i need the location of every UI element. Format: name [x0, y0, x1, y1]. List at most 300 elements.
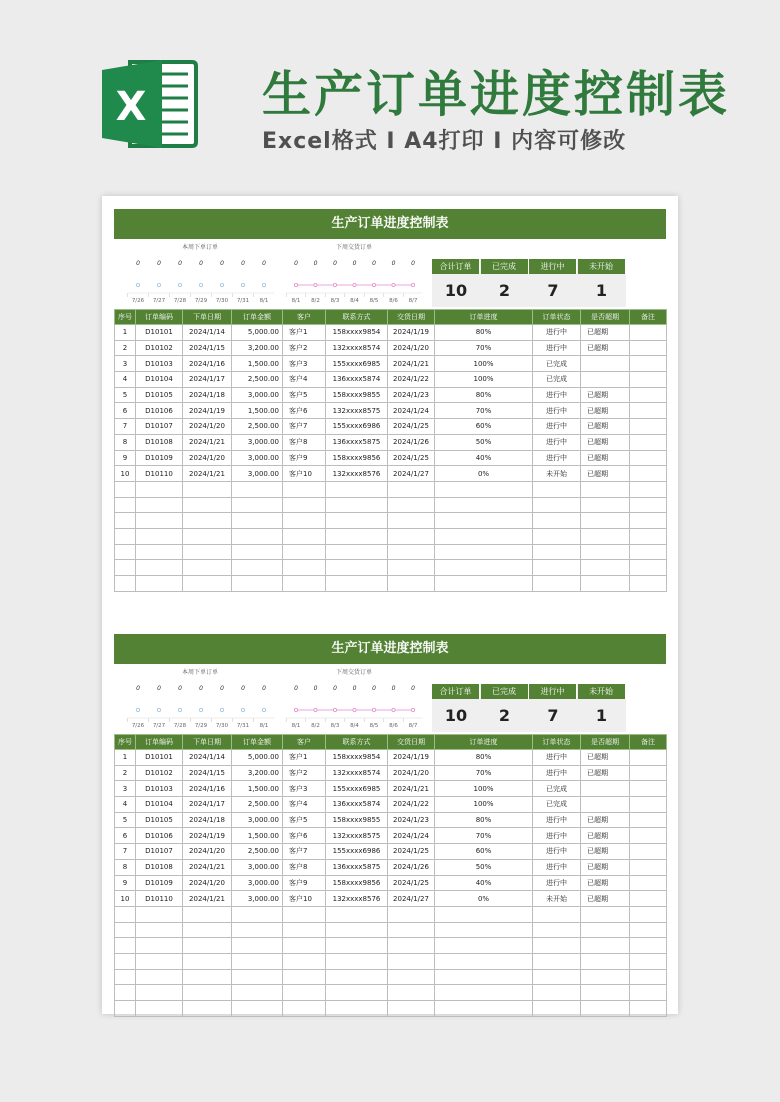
empty-cell[interactable] — [326, 953, 388, 969]
empty-cell[interactable] — [326, 497, 388, 513]
table-cell[interactable]: 3,000.00 — [232, 875, 283, 891]
table-cell[interactable]: 8 — [115, 434, 136, 450]
table-cell[interactable]: D10109 — [136, 875, 183, 891]
empty-cell[interactable] — [630, 528, 667, 544]
empty-cell[interactable] — [136, 528, 183, 544]
empty-cell[interactable] — [435, 906, 533, 922]
empty-cell[interactable] — [630, 497, 667, 513]
empty-cell[interactable] — [388, 969, 435, 985]
table-cell[interactable]: 进行中 — [533, 812, 581, 828]
table-cell[interactable]: 客户1 — [283, 750, 326, 766]
table-cell[interactable]: 8 — [115, 859, 136, 875]
table-cell[interactable]: 已超期 — [581, 750, 630, 766]
empty-cell[interactable] — [115, 969, 136, 985]
table-cell[interactable]: 进行中 — [533, 765, 581, 781]
empty-cell[interactable] — [326, 985, 388, 1001]
table-cell[interactable]: 100% — [435, 781, 533, 797]
empty-cell[interactable] — [581, 481, 630, 497]
table-cell[interactable]: 进行中 — [533, 403, 581, 419]
table-cell[interactable]: 2 — [115, 340, 136, 356]
empty-cell[interactable] — [283, 528, 326, 544]
table-cell[interactable]: D10109 — [136, 450, 183, 466]
table-cell[interactable]: 2,500.00 — [232, 372, 283, 388]
empty-cell[interactable] — [533, 953, 581, 969]
table-cell[interactable]: 进行中 — [533, 434, 581, 450]
empty-cell[interactable] — [183, 544, 232, 560]
table-cell[interactable]: 2024/1/24 — [388, 828, 435, 844]
table-cell[interactable]: 2024/1/20 — [388, 340, 435, 356]
table-cell[interactable]: 客户8 — [283, 859, 326, 875]
table-cell[interactable]: 132xxxx8575 — [326, 403, 388, 419]
table-cell[interactable]: 已完成 — [533, 356, 581, 372]
table-cell[interactable]: 2024/1/15 — [183, 340, 232, 356]
empty-cell[interactable] — [630, 560, 667, 576]
empty-cell[interactable] — [283, 969, 326, 985]
empty-cell[interactable] — [283, 1001, 326, 1017]
empty-cell[interactable] — [232, 985, 283, 1001]
empty-cell[interactable] — [326, 969, 388, 985]
table-cell[interactable] — [630, 781, 667, 797]
empty-cell[interactable] — [183, 481, 232, 497]
table-cell[interactable]: 3,000.00 — [232, 387, 283, 403]
table-cell[interactable]: 60% — [435, 844, 533, 860]
empty-cell[interactable] — [435, 497, 533, 513]
table-cell[interactable]: 2024/1/14 — [183, 325, 232, 341]
table-cell[interactable]: 158xxxx9854 — [326, 750, 388, 766]
empty-cell[interactable] — [388, 938, 435, 954]
empty-cell[interactable] — [136, 513, 183, 529]
table-cell[interactable]: 2024/1/25 — [388, 419, 435, 435]
empty-cell[interactable] — [435, 576, 533, 592]
table-cell[interactable]: 进行中 — [533, 750, 581, 766]
empty-cell[interactable] — [581, 560, 630, 576]
table-cell[interactable]: 158xxxx9855 — [326, 812, 388, 828]
empty-cell[interactable] — [283, 497, 326, 513]
empty-cell[interactable] — [326, 513, 388, 529]
table-cell[interactable] — [630, 325, 667, 341]
table-cell[interactable]: 客户2 — [283, 765, 326, 781]
empty-cell[interactable] — [136, 1001, 183, 1017]
table-cell[interactable]: 2024/1/25 — [388, 875, 435, 891]
table-cell[interactable]: 80% — [435, 750, 533, 766]
table-cell[interactable]: 2024/1/16 — [183, 356, 232, 372]
table-cell[interactable]: 进行中 — [533, 875, 581, 891]
empty-cell[interactable] — [533, 906, 581, 922]
empty-cell[interactable] — [630, 1001, 667, 1017]
empty-cell[interactable] — [183, 985, 232, 1001]
empty-cell[interactable] — [533, 576, 581, 592]
table-cell[interactable]: 客户6 — [283, 403, 326, 419]
empty-cell[interactable] — [630, 544, 667, 560]
empty-cell[interactable] — [533, 922, 581, 938]
table-cell[interactable] — [630, 875, 667, 891]
empty-cell[interactable] — [232, 497, 283, 513]
table-cell[interactable]: 2024/1/26 — [388, 859, 435, 875]
empty-cell[interactable] — [435, 985, 533, 1001]
table-cell[interactable]: 3,000.00 — [232, 812, 283, 828]
empty-cell[interactable] — [115, 906, 136, 922]
table-cell[interactable]: 已超期 — [581, 387, 630, 403]
empty-cell[interactable] — [136, 985, 183, 1001]
empty-cell[interactable] — [115, 528, 136, 544]
empty-cell[interactable] — [533, 560, 581, 576]
table-cell[interactable]: 5 — [115, 812, 136, 828]
empty-cell[interactable] — [183, 969, 232, 985]
table-cell[interactable]: 5,000.00 — [232, 750, 283, 766]
table-cell[interactable]: 4 — [115, 372, 136, 388]
table-cell[interactable]: D10106 — [136, 403, 183, 419]
empty-cell[interactable] — [388, 528, 435, 544]
table-cell[interactable] — [630, 450, 667, 466]
table-cell[interactable]: 132xxxx8574 — [326, 340, 388, 356]
table-cell[interactable]: 158xxxx9854 — [326, 325, 388, 341]
table-cell[interactable]: 2024/1/19 — [388, 750, 435, 766]
empty-cell[interactable] — [533, 497, 581, 513]
table-cell[interactable]: 2024/1/17 — [183, 797, 232, 813]
table-cell[interactable]: 已超期 — [581, 419, 630, 435]
table-cell[interactable]: 客户8 — [283, 434, 326, 450]
table-cell[interactable]: 已超期 — [581, 828, 630, 844]
table-cell[interactable]: D10108 — [136, 434, 183, 450]
table-cell[interactable]: 3 — [115, 356, 136, 372]
table-cell[interactable]: 已超期 — [581, 891, 630, 907]
table-cell[interactable]: 2024/1/20 — [388, 765, 435, 781]
empty-cell[interactable] — [326, 528, 388, 544]
table-cell[interactable]: 50% — [435, 434, 533, 450]
table-cell[interactable]: 70% — [435, 403, 533, 419]
table-cell[interactable]: 进行中 — [533, 859, 581, 875]
empty-cell[interactable] — [435, 1001, 533, 1017]
empty-cell[interactable] — [115, 953, 136, 969]
table-cell[interactable]: 2024/1/15 — [183, 765, 232, 781]
table-cell[interactable]: 2024/1/20 — [183, 875, 232, 891]
table-cell[interactable]: 155xxxx6985 — [326, 781, 388, 797]
table-cell[interactable]: 6 — [115, 403, 136, 419]
empty-cell[interactable] — [183, 938, 232, 954]
table-cell[interactable]: 进行中 — [533, 325, 581, 341]
empty-cell[interactable] — [435, 513, 533, 529]
table-cell[interactable]: 2024/1/19 — [388, 325, 435, 341]
table-cell[interactable] — [630, 340, 667, 356]
empty-cell[interactable] — [630, 906, 667, 922]
table-cell[interactable]: 2024/1/21 — [388, 781, 435, 797]
empty-cell[interactable] — [232, 560, 283, 576]
empty-cell[interactable] — [115, 497, 136, 513]
table-cell[interactable]: 1 — [115, 750, 136, 766]
empty-cell[interactable] — [115, 985, 136, 1001]
empty-cell[interactable] — [435, 560, 533, 576]
table-cell[interactable]: D10104 — [136, 372, 183, 388]
empty-cell[interactable] — [388, 1001, 435, 1017]
empty-cell[interactable] — [326, 481, 388, 497]
empty-cell[interactable] — [136, 560, 183, 576]
empty-cell[interactable] — [533, 1001, 581, 1017]
empty-cell[interactable] — [232, 938, 283, 954]
table-cell[interactable] — [630, 828, 667, 844]
table-cell[interactable]: 3,000.00 — [232, 891, 283, 907]
empty-cell[interactable] — [115, 922, 136, 938]
table-cell[interactable]: 2024/1/22 — [388, 372, 435, 388]
empty-cell[interactable] — [630, 938, 667, 954]
table-cell[interactable]: D10103 — [136, 356, 183, 372]
table-cell[interactable] — [581, 781, 630, 797]
table-cell[interactable]: 2,500.00 — [232, 419, 283, 435]
table-cell[interactable]: 158xxxx9856 — [326, 450, 388, 466]
table-cell[interactable]: D10101 — [136, 750, 183, 766]
table-cell[interactable]: 客户9 — [283, 450, 326, 466]
table-cell[interactable]: 70% — [435, 828, 533, 844]
table-cell[interactable]: D10102 — [136, 340, 183, 356]
table-cell[interactable]: 40% — [435, 875, 533, 891]
empty-cell[interactable] — [388, 513, 435, 529]
table-cell[interactable]: 2024/1/17 — [183, 372, 232, 388]
empty-cell[interactable] — [533, 985, 581, 1001]
table-cell[interactable]: 10 — [115, 891, 136, 907]
table-cell[interactable]: 已完成 — [533, 372, 581, 388]
table-cell[interactable]: 0% — [435, 466, 533, 482]
table-cell[interactable]: D10107 — [136, 844, 183, 860]
table-cell[interactable]: 2024/1/21 — [183, 434, 232, 450]
table-cell[interactable]: 132xxxx8576 — [326, 466, 388, 482]
table-cell[interactable]: D10103 — [136, 781, 183, 797]
table-cell[interactable]: D10110 — [136, 891, 183, 907]
table-cell[interactable]: 已超期 — [581, 450, 630, 466]
table-cell[interactable]: 2 — [115, 765, 136, 781]
empty-cell[interactable] — [232, 528, 283, 544]
empty-cell[interactable] — [283, 953, 326, 969]
table-cell[interactable]: 132xxxx8574 — [326, 765, 388, 781]
empty-cell[interactable] — [581, 969, 630, 985]
empty-cell[interactable] — [581, 513, 630, 529]
empty-cell[interactable] — [183, 922, 232, 938]
table-cell[interactable]: 2024/1/25 — [388, 450, 435, 466]
table-cell[interactable] — [581, 797, 630, 813]
empty-cell[interactable] — [388, 922, 435, 938]
empty-cell[interactable] — [388, 953, 435, 969]
table-cell[interactable]: 136xxxx5875 — [326, 859, 388, 875]
empty-cell[interactable] — [283, 560, 326, 576]
table-cell[interactable]: 70% — [435, 340, 533, 356]
table-cell[interactable]: 3,000.00 — [232, 434, 283, 450]
table-cell[interactable]: 已超期 — [581, 812, 630, 828]
table-cell[interactable]: 50% — [435, 859, 533, 875]
empty-cell[interactable] — [630, 922, 667, 938]
empty-cell[interactable] — [581, 985, 630, 1001]
empty-cell[interactable] — [115, 513, 136, 529]
table-cell[interactable]: 2024/1/21 — [183, 859, 232, 875]
table-cell[interactable]: D10105 — [136, 387, 183, 403]
table-cell[interactable]: 未开始 — [533, 891, 581, 907]
empty-cell[interactable] — [630, 953, 667, 969]
table-cell[interactable]: 客户5 — [283, 387, 326, 403]
table-cell[interactable]: 客户6 — [283, 828, 326, 844]
empty-cell[interactable] — [136, 938, 183, 954]
table-cell[interactable] — [630, 356, 667, 372]
table-cell[interactable]: 7 — [115, 419, 136, 435]
table-cell[interactable] — [630, 419, 667, 435]
table-cell[interactable]: 1,500.00 — [232, 828, 283, 844]
table-cell[interactable]: 1 — [115, 325, 136, 341]
table-cell[interactable]: 2024/1/19 — [183, 403, 232, 419]
empty-cell[interactable] — [232, 969, 283, 985]
empty-cell[interactable] — [232, 1001, 283, 1017]
empty-cell[interactable] — [232, 922, 283, 938]
empty-cell[interactable] — [115, 1001, 136, 1017]
table-cell[interactable]: 2024/1/22 — [388, 797, 435, 813]
empty-cell[interactable] — [581, 938, 630, 954]
table-cell[interactable]: 进行中 — [533, 450, 581, 466]
empty-cell[interactable] — [388, 906, 435, 922]
table-cell[interactable]: 132xxxx8576 — [326, 891, 388, 907]
empty-cell[interactable] — [435, 922, 533, 938]
empty-cell[interactable] — [136, 906, 183, 922]
empty-cell[interactable] — [326, 906, 388, 922]
table-cell[interactable]: 已完成 — [533, 781, 581, 797]
table-cell[interactable]: 2,500.00 — [232, 797, 283, 813]
empty-cell[interactable] — [115, 481, 136, 497]
table-cell[interactable]: 6 — [115, 828, 136, 844]
empty-cell[interactable] — [326, 938, 388, 954]
empty-cell[interactable] — [183, 953, 232, 969]
empty-cell[interactable] — [232, 513, 283, 529]
empty-cell[interactable] — [183, 1001, 232, 1017]
table-cell[interactable]: 已超期 — [581, 325, 630, 341]
table-cell[interactable]: 1,500.00 — [232, 403, 283, 419]
empty-cell[interactable] — [183, 497, 232, 513]
empty-cell[interactable] — [326, 576, 388, 592]
table-cell[interactable]: 40% — [435, 450, 533, 466]
table-cell[interactable]: 100% — [435, 797, 533, 813]
empty-cell[interactable] — [283, 481, 326, 497]
table-cell[interactable]: 进行中 — [533, 419, 581, 435]
empty-cell[interactable] — [326, 1001, 388, 1017]
table-cell[interactable]: 2024/1/18 — [183, 812, 232, 828]
table-cell[interactable]: 10 — [115, 466, 136, 482]
table-cell[interactable]: 9 — [115, 875, 136, 891]
table-cell[interactable]: 132xxxx8575 — [326, 828, 388, 844]
table-cell[interactable]: 3,000.00 — [232, 450, 283, 466]
table-cell[interactable]: 已超期 — [581, 466, 630, 482]
empty-cell[interactable] — [115, 560, 136, 576]
empty-cell[interactable] — [136, 576, 183, 592]
table-cell[interactable] — [630, 434, 667, 450]
table-cell[interactable]: 3,000.00 — [232, 859, 283, 875]
empty-cell[interactable] — [533, 938, 581, 954]
empty-cell[interactable] — [388, 985, 435, 1001]
table-cell[interactable]: 2024/1/19 — [183, 828, 232, 844]
empty-cell[interactable] — [581, 1001, 630, 1017]
empty-cell[interactable] — [136, 481, 183, 497]
table-cell[interactable]: D10106 — [136, 828, 183, 844]
table-cell[interactable]: 2024/1/23 — [388, 812, 435, 828]
empty-cell[interactable] — [283, 922, 326, 938]
table-cell[interactable]: 客户10 — [283, 891, 326, 907]
table-cell[interactable] — [630, 387, 667, 403]
empty-cell[interactable] — [388, 576, 435, 592]
table-cell[interactable]: 80% — [435, 812, 533, 828]
table-cell[interactable] — [630, 859, 667, 875]
table-cell[interactable]: 155xxxx6986 — [326, 419, 388, 435]
table-cell[interactable]: 已超期 — [581, 875, 630, 891]
empty-cell[interactable] — [388, 497, 435, 513]
table-cell[interactable]: 未开始 — [533, 466, 581, 482]
empty-cell[interactable] — [630, 576, 667, 592]
table-cell[interactable]: 客户3 — [283, 356, 326, 372]
table-cell[interactable]: 进行中 — [533, 828, 581, 844]
table-cell[interactable]: 3,200.00 — [232, 340, 283, 356]
table-cell[interactable]: 客户3 — [283, 781, 326, 797]
empty-cell[interactable] — [115, 544, 136, 560]
table-cell[interactable]: 2024/1/21 — [183, 891, 232, 907]
empty-cell[interactable] — [183, 560, 232, 576]
table-cell[interactable]: 2024/1/18 — [183, 387, 232, 403]
empty-cell[interactable] — [232, 906, 283, 922]
table-cell[interactable]: D10104 — [136, 797, 183, 813]
table-cell[interactable]: 客户7 — [283, 419, 326, 435]
table-cell[interactable]: D10101 — [136, 325, 183, 341]
empty-cell[interactable] — [283, 513, 326, 529]
table-cell[interactable]: 进行中 — [533, 844, 581, 860]
empty-cell[interactable] — [283, 938, 326, 954]
table-cell[interactable]: 0% — [435, 891, 533, 907]
empty-cell[interactable] — [533, 969, 581, 985]
table-cell[interactable]: 已超期 — [581, 765, 630, 781]
table-cell[interactable]: 2024/1/25 — [388, 844, 435, 860]
table-cell[interactable]: 5,000.00 — [232, 325, 283, 341]
table-cell[interactable]: 2024/1/27 — [388, 466, 435, 482]
table-cell[interactable] — [630, 750, 667, 766]
table-cell[interactable]: 进行中 — [533, 340, 581, 356]
empty-cell[interactable] — [581, 528, 630, 544]
empty-cell[interactable] — [326, 922, 388, 938]
table-cell[interactable]: D10102 — [136, 765, 183, 781]
table-cell[interactable]: 客户10 — [283, 466, 326, 482]
empty-cell[interactable] — [533, 513, 581, 529]
empty-cell[interactable] — [435, 938, 533, 954]
empty-cell[interactable] — [581, 906, 630, 922]
empty-cell[interactable] — [435, 953, 533, 969]
table-cell[interactable]: 2024/1/23 — [388, 387, 435, 403]
table-cell[interactable]: 5 — [115, 387, 136, 403]
empty-cell[interactable] — [630, 481, 667, 497]
table-cell[interactable] — [630, 797, 667, 813]
table-cell[interactable]: D10110 — [136, 466, 183, 482]
empty-cell[interactable] — [435, 544, 533, 560]
table-cell[interactable]: 客户1 — [283, 325, 326, 341]
empty-cell[interactable] — [581, 544, 630, 560]
table-cell[interactable] — [581, 372, 630, 388]
table-cell[interactable] — [630, 765, 667, 781]
empty-cell[interactable] — [326, 544, 388, 560]
table-cell[interactable]: 136xxxx5875 — [326, 434, 388, 450]
table-cell[interactable]: 2024/1/20 — [183, 419, 232, 435]
empty-cell[interactable] — [136, 497, 183, 513]
table-cell[interactable]: 客户2 — [283, 340, 326, 356]
table-cell[interactable]: D10105 — [136, 812, 183, 828]
table-cell[interactable]: 4 — [115, 797, 136, 813]
table-cell[interactable] — [630, 403, 667, 419]
empty-cell[interactable] — [388, 560, 435, 576]
table-cell[interactable]: 已超期 — [581, 844, 630, 860]
empty-cell[interactable] — [630, 969, 667, 985]
table-cell[interactable]: 2024/1/20 — [183, 844, 232, 860]
table-cell[interactable]: 100% — [435, 356, 533, 372]
table-cell[interactable]: 已完成 — [533, 797, 581, 813]
table-cell[interactable]: 已超期 — [581, 859, 630, 875]
empty-cell[interactable] — [183, 906, 232, 922]
empty-cell[interactable] — [435, 481, 533, 497]
table-cell[interactable]: 2024/1/21 — [183, 466, 232, 482]
